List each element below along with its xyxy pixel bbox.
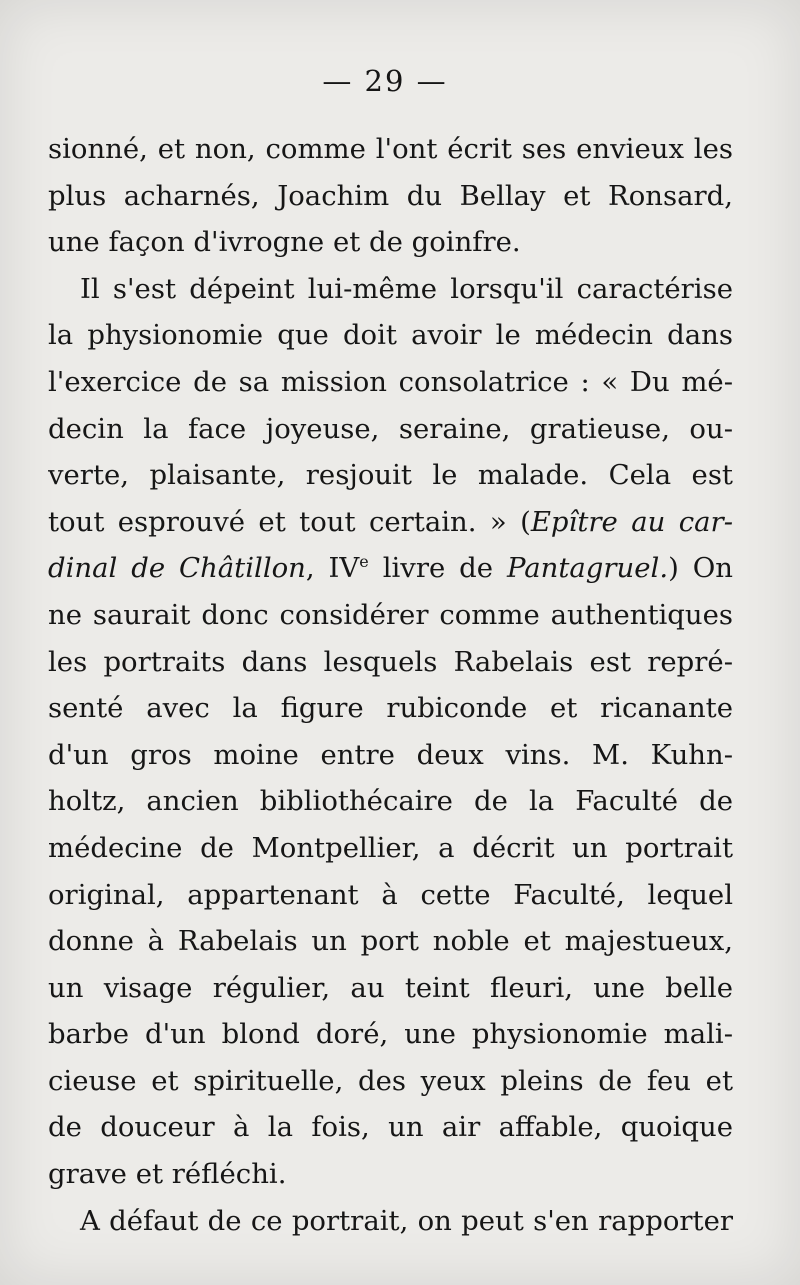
text-line: plus acharnés, Joachim du Bellay et Ronsard,	[48, 179, 733, 212]
text-line: cieuse et spirituelle, des yeux pleins de feu et	[48, 1064, 733, 1097]
text-segment: , IV	[305, 552, 360, 585]
text-line: ne saurait donc considérer comme authentiques	[48, 598, 733, 631]
italic-title: Pantagruel.	[506, 552, 669, 585]
text-line: decin la face joyeuse, seraine, gratieuse, ou-	[48, 412, 733, 445]
text-line	[48, 545, 733, 592]
body-text	[48, 126, 733, 1244]
text-line: barbe d'un blond doré, une physionomie mali-	[48, 1018, 733, 1051]
text-line: donne à Rabelais un port noble et majestueux,	[48, 925, 733, 958]
text-line: A défaut de ce portrait, on peut s'en rapporter	[80, 1204, 733, 1237]
text-line: grave et réfléchi.	[48, 1158, 287, 1191]
text-line: les portraits dans lesquels Rabelais est repré-	[48, 645, 733, 678]
text-segment: tout esprouvé et tout certain. » (	[48, 505, 531, 538]
text-line: un visage régulier, au teint fleuri, une belle	[48, 971, 733, 1004]
text-line: Il s'est dépeint lui-même lorsqu'il caractérise	[80, 272, 733, 305]
text-line: l'exercice de sa mission consolatrice : « Du mé-	[48, 365, 733, 398]
italic-title: Epître au car-	[530, 505, 733, 538]
text-segment: ) On	[668, 552, 733, 585]
text-line: holtz, ancien bibliothécaire de la Faculté de	[48, 785, 733, 818]
text-line: d'un gros moine entre deux vins. M. Kuhn-	[48, 738, 733, 771]
italic-title: dinal de Châtillon	[48, 552, 306, 585]
text-line: verte, plaisante, resjouit le malade. Cela est	[48, 459, 733, 492]
text-line: une façon d'ivrogne et de goinfre.	[48, 226, 521, 259]
text-segment: livre de	[368, 552, 507, 585]
text-line: de douceur à la fois, un air affable, quoique	[48, 1111, 733, 1144]
page-number: — 29 —	[322, 64, 448, 98]
text-line	[48, 499, 733, 546]
text-line: original, appartenant à cette Faculté, lequel	[48, 878, 733, 911]
text-line: senté avec la figure rubiconde et ricanante	[48, 692, 733, 725]
text-line: sionné, et non, comme l'ont écrit ses envieux les	[48, 133, 733, 165]
superscript: e	[359, 552, 369, 572]
text-line: médecine de Montpellier, a décrit un portrait	[48, 831, 733, 864]
text-line: la physionomie que doit avoir le médecin dans	[48, 319, 733, 352]
